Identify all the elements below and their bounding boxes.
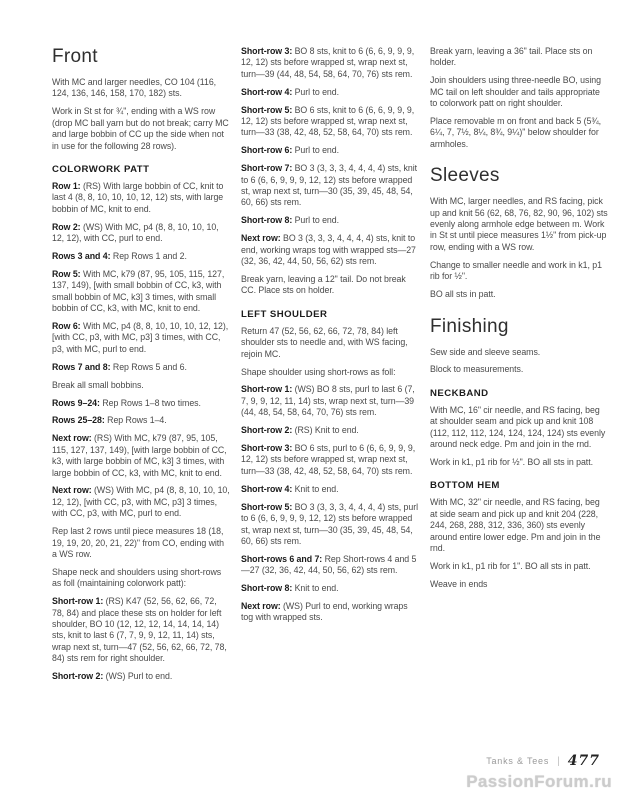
paragraph: Rows 25–28: Rep Rows 1–4. <box>52 415 167 426</box>
page-number: 477 <box>567 753 600 769</box>
subsection-heading: COLORWORK PATT <box>52 163 150 175</box>
paragraph: Work in k1, p1 rib for ½". BO all sts in patt. <box>430 456 593 467</box>
paragraph: Short-row 7: BO 3 (3, 3, 3, 4, 4, 4, 4) sts, knit to 6 (6, 6, 9, 9, 9, 12, 12) sts before wrapped st, wrap next st, turn—30 (35, 39, 45, 48, 54, 60, 66) sts rem. <box>241 163 417 208</box>
paragraph: Short-row 1: (RS) K47 (52, 56, 62, 66, 72, 78, 84) and place these sts on holder for left shoulder, BO 10 (12, 12, 12, 14, 14, 14, 14) sts, knit to last 6 (7, 7, 9, 9, 12, 11, 14) sts, wrap next st, turn—47 (52, 56, 62, 66, 72, 78, 84) sts rem for right shoulder. <box>52 596 227 664</box>
row-label: Short-row 8: <box>241 583 295 594</box>
row-label: Short-row 7: <box>241 163 295 174</box>
row-label: Row 2: <box>52 221 83 232</box>
subsection-heading: BOTTOM HEM <box>430 480 500 492</box>
row-label: Short-rows 6 and 7: <box>241 553 325 564</box>
footer-section-title: Tanks & Tees <box>486 756 550 766</box>
paragraph: BO all sts in patt. <box>430 289 496 300</box>
paragraph: Short-row 3: BO 8 sts, knit to 6 (6, 6, 9, 9, 9, 12, 12) sts before wrapped st, wrap next st, turn—39 (44, 48, 54, 58, 64, 70, 76) sts rem. <box>241 46 415 79</box>
row-label: Next row: <box>52 433 95 444</box>
paragraph: Short-row 2: (WS) Purl to end. <box>52 671 173 682</box>
subsection-heading: LEFT SHOULDER <box>241 308 328 320</box>
row-label: Short-row 1: <box>52 596 106 607</box>
paragraph: Next row: (WS) With MC, p4 (8, 8, 10, 10, 10, 12, 12), [with CC, p3, with MC, p3] 3 times, with CC, p3, with MC, purl to end. <box>52 485 230 519</box>
row-label: Next row: <box>52 485 95 496</box>
paragraph: With MC, 16" cir needle, and RS facing, beg at shoulder seam and pick up and knit 108 (112, 112, 112, 124, 124, 124, 124) sts evenly around neck edge. Pm and join in the rnd. <box>430 404 606 450</box>
paragraph: Rows 7 and 8: Rep Rows 5 and 6. <box>52 361 187 372</box>
paragraph: Row 5: With MC, k79 (87, 95, 105, 115, 127, 137, 149), [with small bobbin of CC, k3, with small bobbin of MC, k3] 3 times, with small bobbin of CC, k3, with MC, knit to end. <box>52 268 225 314</box>
section-heading: Sleeves <box>430 165 500 187</box>
paragraph: With MC and larger needles, CO 104 (116, 124, 136, 146, 158, 170, 182) sts. <box>52 77 217 99</box>
paragraph: Short-row 3: BO 6 sts, purl to 6 (6, 6, 9, 9, 9, 12, 12) sts before wrapped st, wrap next st, turn—33 (38, 42, 48, 52, 58, 64, 70) sts rem. <box>241 443 416 476</box>
paragraph: Short-row 5: BO 3 (3, 3, 3, 4, 4, 4, 4) sts, purl to 6 (6, 6, 9, 9, 9, 12, 12) sts before wrapped st, wrap next st, turn—30 (35, 39, 45, 48, 54, 60, 66) sts rem. <box>241 501 418 546</box>
column-left <box>52 46 231 689</box>
row-label: Short-row 5: <box>241 104 295 115</box>
paragraph: Work in k1, p1 rib for 1". BO all sts in patt. <box>430 560 591 571</box>
paragraph: Short-row 5: BO 6 sts, knit to 6 (6, 6, 9, 9, 9, 12, 12) sts before wrapped st, wrap next st, turn—33 (38, 42, 48, 52, 58, 64, 70) sts rem. <box>241 104 415 138</box>
subsection-heading: NECKBAND <box>430 387 489 399</box>
paragraph: Next row: BO 3 (3, 3, 3, 4, 4, 4, 4) sts, knit to end, working wraps tog with wrapped sts—27 (32, 36, 42, 44, 50, 56, 62) sts rem. <box>241 233 416 267</box>
watermark: PassionForum.ru <box>466 772 612 791</box>
row-label: Row 6: <box>52 321 83 331</box>
paragraph: Short-row 1: (WS) BO 8 sts, purl to last 6 (7, 7, 9, 9, 12, 11, 14) sts, wrap next st, turn—39 (44, 48, 54, 58, 64, 70, 76) sts rem. <box>241 384 415 418</box>
page-footer <box>486 753 600 769</box>
row-label: Short-row 3: <box>241 443 295 454</box>
paragraph: Next row: (WS) Purl to end, working wraps tog with wrapped sts. <box>241 601 408 623</box>
row-label: Short-row 4: <box>241 86 295 97</box>
paragraph: Row 6: With MC, p4 (8, 8, 10, 10, 10, 12, 12), [with CC, p3, with MC, p3] 3 times, with CC, p3, with MC, purl to end. <box>52 321 229 354</box>
row-label: Rows 25–28: <box>52 415 108 426</box>
row-label: Short-row 4: <box>241 483 295 494</box>
row-label: Short-row 2: <box>241 425 295 436</box>
paragraph: With MC, larger needles, and RS facing, pick up and knit 56 (62, 68, 76, 82, 90, 96, 102) sts evenly along armhole edge between m. Work in St st until piece measures 1½" from pick-up row, ending with a WS row. <box>430 196 608 252</box>
paragraph: Short-row 4: Knit to end. <box>241 483 339 494</box>
section-heading: Finishing <box>430 315 509 337</box>
paragraph: Work in St st for ¾", ending with a WS row (drop MC ball yarn but do not break; carry MC and large bobbin of CC up the side when not in use for the following 28 rows). <box>52 106 229 151</box>
row-label: Short-row 8: <box>241 215 295 226</box>
paragraph: Weave in ends <box>430 578 488 589</box>
row-label: Short-row 1: <box>241 384 295 395</box>
row-label: Rows 9–24: <box>52 397 103 408</box>
paragraph: Row 1: (RS) With large bobbin of CC, knit to last 4 (8, 8, 10, 10, 10, 12, 12) sts, with large bobbin of MC, knit to end. <box>52 180 224 214</box>
paragraph: Sew side and sleeve seams. <box>430 346 541 357</box>
paragraph: Break yarn, leaving a 12" tail. Do not break CC. Place sts on holder. <box>241 274 406 296</box>
text-columns <box>52 46 609 689</box>
paragraph: Block to measurements. <box>430 364 524 375</box>
paragraph: Return 47 (52, 56, 62, 66, 72, 78, 84) left shoulder sts to needle and, with WS facing, rejoin MC. <box>241 325 408 359</box>
paragraph: Short-rows 6 and 7: Rep Short-rows 4 and 5—27 (32, 36, 42, 44, 50, 56, 62) sts rem. <box>241 553 417 576</box>
row-label: Short-row 5: <box>241 501 295 512</box>
row-label: Next row: <box>241 233 284 244</box>
row-label: Short-row 6: <box>241 145 295 156</box>
paragraph: Rows 9–24: Rep Rows 1–8 two times. <box>52 397 201 408</box>
paragraph: Rep last 2 rows until piece measures 18 (18, 19, 19, 20, 20, 21, 22)" from CO, ending with a WS row. <box>52 526 225 559</box>
footer-divider: | <box>557 755 560 767</box>
paragraph: Break all small bobbins. <box>52 379 144 390</box>
paragraph: Row 2: (WS) With MC, p4 (8, 8, 10, 10, 10, 12, 12), with CC, purl to end. <box>52 221 219 244</box>
paragraph: Short-row 2: (RS) Knit to end. <box>241 425 359 436</box>
row-label: Short-row 3: <box>241 46 295 56</box>
row-label: Row 1: <box>52 180 83 191</box>
paragraph: Change to smaller needle and work in k1, p1 rib for ½". <box>430 259 602 282</box>
paragraph: Rows 3 and 4: Rep Rows 1 and 2. <box>52 250 187 261</box>
column-right <box>430 46 609 689</box>
paragraph: Shape shoulder using short-rows as foll: <box>241 366 396 377</box>
row-label: Next row: <box>241 601 284 612</box>
paragraph: Break yarn, leaving a 36" tail. Place sts on holder. <box>430 46 593 68</box>
paragraph: Short-row 4: Purl to end. <box>241 86 339 97</box>
section-heading: Front <box>52 46 98 67</box>
paragraph: Place removable m on front and back 5 (5¾, 6¼, 7, 7½, 8¼, 8¾, 9¼)" below shoulder for armholes. <box>430 116 601 149</box>
row-label: Rows 7 and 8: <box>52 361 113 372</box>
paragraph: Short-row 6: Purl to end. <box>241 145 339 156</box>
paragraph: Next row: (RS) With MC, k79 (87, 95, 105, 115, 127, 137, 149), [with large bobbin of CC, k3, with large bobbin of MC, k3] 3 times, with large bobbin of CC, k3, with MC, knit to end. <box>52 433 227 478</box>
paragraph: Short-row 8: Purl to end. <box>241 215 339 226</box>
row-label: Short-row 2: <box>52 671 106 682</box>
column-middle <box>241 46 420 689</box>
row-label: Rows 3 and 4: <box>52 250 113 261</box>
paragraph: Shape neck and shoulders using short-rows as foll (maintaining colorwork patt): <box>52 566 222 589</box>
paragraph: Join shoulders using three-needle BO, using MC tail on left shoulder and tails appropriate to colorwork patt on right shoulder. <box>430 75 601 109</box>
row-label: Row 5: <box>52 268 83 279</box>
paragraph: With MC, 32" cir needle, and RS facing, beg at side seam and pick up and knit 204 (228, 244, 268, 288, 312, 336, 360) sts evenly around entire lower edge. Pm and join in the rnd. <box>430 497 601 553</box>
paragraph: Short-row 8: Knit to end. <box>241 583 339 594</box>
